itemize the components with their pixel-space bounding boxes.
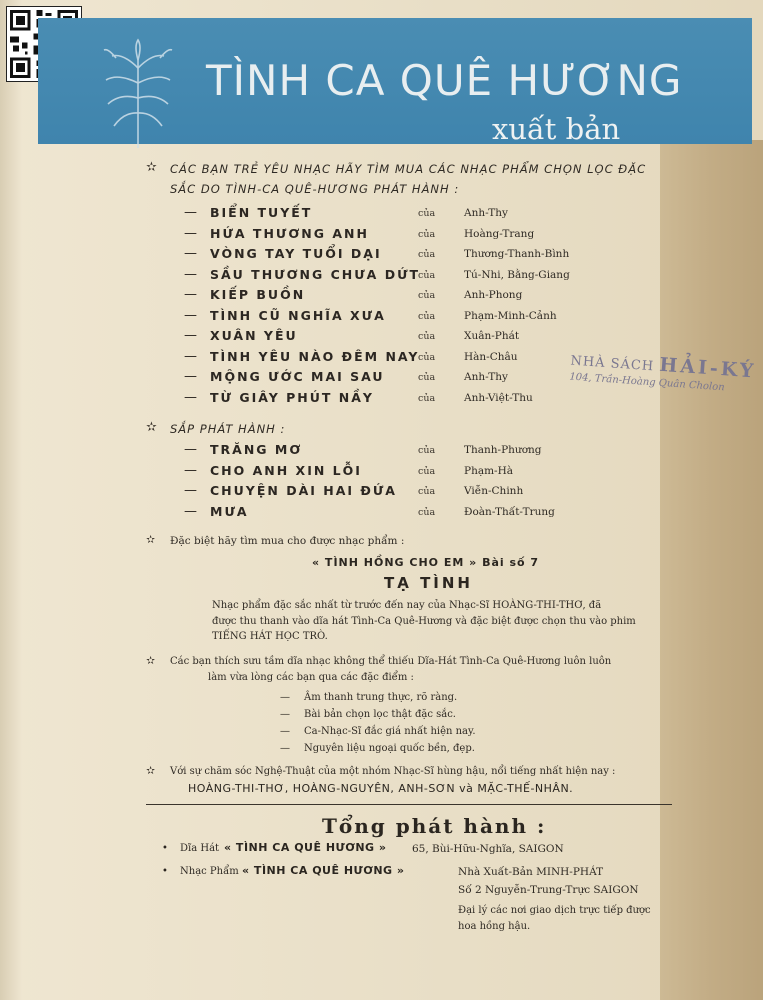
song-by: của — [418, 269, 436, 281]
song-author: Anh-Việt-Thu — [464, 391, 533, 404]
special-intro: Đặc biệt hãy tìm mua cho được nhạc phẩm : — [170, 535, 405, 547]
artists-line-2: HOÀNG-THI-THƠ, HOÀNG-NGUYÊN, ANH-SƠN và MẶC-THẾ-NHÂN. — [188, 782, 574, 795]
song-title: VÒNG TAY TUỔI DẠI — [210, 246, 382, 261]
song-author: Hoàng-Trang — [464, 227, 535, 240]
sheet-label: Nhạc Phẩm — [180, 866, 239, 877]
song-title: KIẾP BUỒN — [210, 287, 306, 302]
song-title: MƯA — [210, 503, 249, 519]
disc-address: 65, Bùi-Hữu-Nghĩa, SAIGON — [412, 843, 564, 855]
distribution-heading: Tổng phát hành : — [322, 814, 547, 838]
agents-line-2: hoa hồng hậu. — [458, 921, 531, 932]
star-icon: ✫ — [146, 533, 156, 546]
song-author: Tú-Nhi, Bằng-Giang — [464, 268, 570, 281]
publisher: Nhà Xuất-Bản MINH-PHÁT — [458, 866, 604, 878]
stamp-address: 104, Trần-Hoàng Quân Cholon — [569, 371, 725, 394]
header-banner — [38, 18, 752, 144]
star-icon: ✫ — [146, 764, 156, 777]
song-by: của — [418, 445, 436, 456]
song-author: Phạm-Minh-Cảnh — [464, 309, 557, 322]
song-dash: — — [184, 287, 197, 302]
song-author: Phạm-Hà — [464, 464, 514, 477]
publisher-address: Số 2 Nguyễn-Trung-Trực SAIGON — [458, 884, 639, 896]
song-dash: — — [184, 348, 197, 364]
artists-line-1: Với sự chăm sóc Nghệ-Thuật của một nhóm Nhạc-Sĩ hùng hậu, nổi tiếng nhất hiện nay : — [170, 766, 616, 777]
song-by: của — [418, 310, 436, 322]
agents-line-1: Đại lý các nơi giao dịch trực tiếp được — [458, 905, 651, 916]
plant-illustration — [98, 38, 178, 148]
stamp-name: HẢI-KÝ — [658, 353, 757, 383]
song-dash: — — [184, 205, 197, 220]
song-by: của — [418, 351, 436, 363]
song-dash: — — [184, 442, 197, 457]
song-title: SẦU THƯƠNG CHƯA DỨT — [210, 266, 421, 282]
banner-title: TÌNH CA QUÊ HƯƠNG — [206, 56, 683, 105]
song-title: MỘNG ƯỚC MAI SAU — [210, 369, 385, 384]
song-author: Thương-Thanh-Bình — [464, 248, 570, 260]
song-dash: — — [184, 266, 197, 282]
feature-item: Âm thanh trung thực, rõ ràng. — [304, 692, 458, 703]
star-icon: ✫ — [146, 654, 156, 667]
disc-brand: « TÌNH CA QUÊ HƯƠNG » — [224, 841, 387, 854]
song-title: CHO ANH XIN LỖI — [210, 462, 362, 478]
song-title: XUÂN YÊU — [210, 328, 298, 343]
stamp-line-1: NHÀ SÁCH — [569, 353, 655, 375]
feature-item: Ca-Nhạc-Sĩ đắc giá nhất hiện nay. — [304, 726, 476, 737]
song-dash: — — [184, 225, 197, 241]
song-by: của — [418, 249, 436, 260]
song-by: của — [418, 228, 436, 240]
song-author: Đoàn-Thất-Trung — [464, 505, 555, 518]
song-author: Anh-Thy — [464, 207, 508, 219]
special-title: TẠ TÌNH — [384, 574, 473, 592]
banner-subtitle: xuất bản — [492, 112, 621, 146]
song-dash: — — [184, 246, 197, 261]
song-dash: — — [184, 369, 197, 384]
song-title: TRĂNG MƠ — [210, 442, 303, 457]
paper-left-edge — [0, 0, 22, 1000]
song-title: TỪ GIÂY PHÚT NẦY — [210, 389, 374, 405]
upcoming-heading: SẮP PHÁT HÀNH : — [170, 422, 286, 436]
song-dash: — — [184, 389, 197, 405]
song-by: của — [418, 372, 436, 383]
song-dash: — — [184, 503, 197, 519]
song-title: TÌNH YÊU NÀO ĐÊM NAY — [210, 348, 420, 364]
feature-item: Bài bản chọn lọc thật đặc sắc. — [304, 709, 456, 720]
paper-right-strip — [660, 140, 763, 1000]
song-title: BIỂN TUYẾT — [210, 205, 313, 220]
song-author: Anh-Thy — [464, 371, 508, 383]
feature-dash: — — [280, 726, 290, 737]
records-line-1: Các bạn thích sưu tầm dĩa nhạc không thể thiếu Dĩa-Hát Tình-Ca Quê-Hương luôn luôn — [170, 656, 612, 667]
special-paragraph-1: Nhạc phẩm đặc sắc nhất từ trước đến nay của Nhạc-Sĩ HOÀNG-THI-THƠ, đã — [212, 600, 602, 611]
song-dash: — — [184, 483, 197, 498]
song-by: của — [418, 208, 436, 219]
special-album: « TÌNH HỒNG CHO EM » Bài số 7 — [312, 556, 540, 569]
song-by: của — [418, 392, 436, 404]
records-line-2: làm vừa lòng các bạn qua các đặc điểm : — [208, 672, 414, 683]
song-by: của — [418, 506, 436, 518]
feature-dash: — — [280, 743, 290, 754]
bullet-icon: • — [162, 866, 168, 877]
song-title: TÌNH CŨ NGHĨA XƯA — [210, 307, 386, 323]
intro-line-2: SẮC DO TÌNH-CA QUÊ-HƯƠNG PHÁT HÀNH : — [170, 182, 460, 196]
star-icon: ✫ — [146, 420, 157, 435]
song-dash: — — [184, 307, 197, 323]
song-dash: — — [184, 462, 197, 478]
disc-label: Dĩa Hát — [180, 843, 220, 854]
feature-item: Nguyên liệu ngoại quốc bền, đẹp. — [304, 743, 475, 754]
song-author: Hàn-Châu — [464, 350, 518, 363]
song-author: Xuân-Phát — [464, 330, 520, 342]
divider — [146, 804, 672, 805]
song-by: của — [418, 331, 436, 342]
special-paragraph-2: được thu thanh vào dĩa hát Tình-Ca Quê-Hương và đặc biệt được chọn thu vào phim — [212, 616, 636, 627]
song-by: của — [418, 290, 436, 301]
song-author: Thanh-Phương — [464, 444, 542, 456]
feature-dash: — — [280, 709, 290, 720]
song-by: của — [418, 465, 436, 477]
intro-line-1: CÁC BẠN TRẺ YÊU NHẠC HÃY TÌM MUA CÁC NHẠC PHẨM CHỌN LỌC ĐẶC — [170, 162, 647, 176]
song-title: CHUYỆN DÀI HAI ĐỨA — [210, 483, 397, 498]
special-paragraph-3: TIẾNG HÁT HỌC TRÒ. — [212, 631, 328, 642]
sheet-brand: « TÌNH CA QUÊ HƯƠNG » — [242, 864, 405, 877]
song-author: Anh-Phong — [464, 289, 523, 301]
star-icon: ✫ — [146, 160, 157, 175]
song-dash: — — [184, 328, 197, 343]
feature-dash: — — [280, 692, 290, 703]
bullet-icon: • — [162, 843, 168, 854]
song-author: Viễn-Chinh — [464, 485, 524, 497]
song-title: HỨA THƯƠNG ANH — [210, 225, 369, 241]
song-by: của — [418, 486, 436, 497]
